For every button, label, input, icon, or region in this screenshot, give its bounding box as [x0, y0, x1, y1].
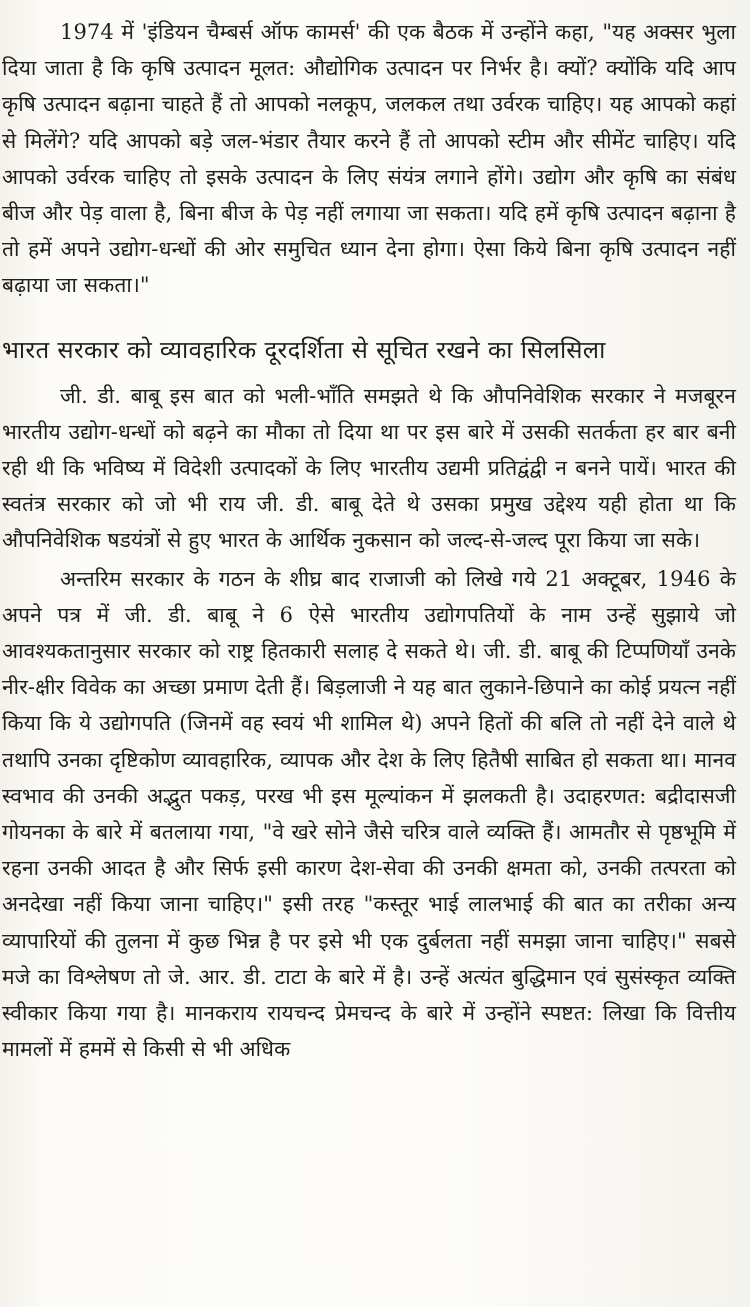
section-heading: भारत सरकार को व्यावहारिक दूरदर्शिता से सूचित रखने का सिलसिला	[2, 335, 606, 364]
paragraph-1: जी. डी. बाबू इस बात को भली-भाँति समझते थे कि औपनिवेशिक सरकार ने मजबूरन भारतीय उद्योग-धन्धों को बढ़ने का मौका तो दिया था पर इस बारे में उसकी सतर्कता हर बार बनी रही थी कि भविष्य में विदेशी उत्पादकों के लिए भारतीय उद्यमी प्रतिद्वंद्वी न बनने पायें। भारत की स्वतंत्र सरकार को जो भी राय जी. डी. बाबू देते थे उसका प्रमुख उद्देश्य यही होता था कि औपनिवेशिक षडयंत्रों से हुए भारत के आर्थिक नुकसान को जल्द-से-जल्द पूरा किया जा सके।	[2, 383, 736, 553]
paragraph-2: अन्तरिम सरकार के गठन के शीघ्र बाद राजाजी को लिखे गये 21 अक्टूबर, 1946 के अपने पत्र में जी. डी. बाबू ने 6 ऐसे भारतीय उद्योगपतियों के नाम उन्हें सुझाये जो आवश्यकतानुसार सरकार को राष्ट्र हितकारी सलाह दे सकते थे। जी. डी. बाबू की टिप्पणियाँ उनके नीर-क्षीर विवेक का अच्छा प्रमाण देती हैं। बिड़लाजी ने यह बात लुकाने-छिपाने का कोई प्रयत्न नहीं किया कि ये उद्योगपति (जिनमें वह स्वयं भी शामिल थे) अपने हितों की बलि तो नहीं देने वाले थे तथापि उनका दृष्टिकोण व्यावहारिक, व्यापक और देश के लिए हितैषी साबित हो सकता था। मानव स्वभाव की उनकी अद्भुत पकड़, परख भी इस मूल्यांकन में झलकती है। उदाहरणत: बद्रीदासजी गोयनका के बारे में बतलाया गया, "वे खरे सोने जैसे चरित्र वाले व्यक्ति हैं। आमतौर से पृष्ठभूमि में रहना उनकी आदत है और सिर्फ इसी कारण देश-सेवा की उनकी क्षमता को, उनकी तत्परता को अनदेखा नहीं किया जाना चाहिए।" इसी तरह "कस्तूर भाई लालभाई की बात का तरीका अन्य व्यापारियों की तुलना में कुछ भिन्न है पर इसे भी एक दुर्बलता नहीं समझा जाना चाहिए।" सबसे मजे का विश्लेषण तो जे. आर. डी. टाटा के बारे में है। उन्हें अत्यंत बुद्धिमान एवं सुसंस्कृत व्यक्ति स्वीकार किया गया है। मानकराय रायचन्द प्रेमचन्द के बारे में उन्होंने स्पष्टत: लिखा कि वित्तीय मामलों में हममें से किसी से भी अधिक	[2, 566, 736, 1062]
paragraph-quote: 1974 में 'इंडियन चैम्बर्स ऑफ कामर्स' की एक बैठक में उन्होंने कहा, "यह अक्सर भुला दिया जाता है कि कृषि उत्पादन मूलत: औद्योगिक उत्पादन पर निर्भर है। क्यों? क्योंकि यदि आप कृषि उत्पादन बढ़ाना चाहते हैं तो आपको नलकूप, जलकल तथा उर्वरक चाहिए। यह आपको कहां से मिलेंगे? यदि आपको बड़े जल-भंडार तैयार करने हैं तो आपको स्टीम और सीमेंट चाहिए। यदि आपको उर्वरक चाहिए तो इसके उत्पादन के लिए संयंत्र लगाने होंगे। उद्योग और कृषि का संबंध बीज और पेड़ वाला है, बिना बीज के पेड़ नहीं लगाया जा सकता। यदि हमें कृषि उत्पादन बढ़ाना है तो हमें अपने उद्योग-धन्धों की ओर समुचित ध्यान देना होगा। ऐसा किये बिना कृषि उत्पादन नहीं बढ़ाया जा सकता।"	[2, 20, 736, 298]
